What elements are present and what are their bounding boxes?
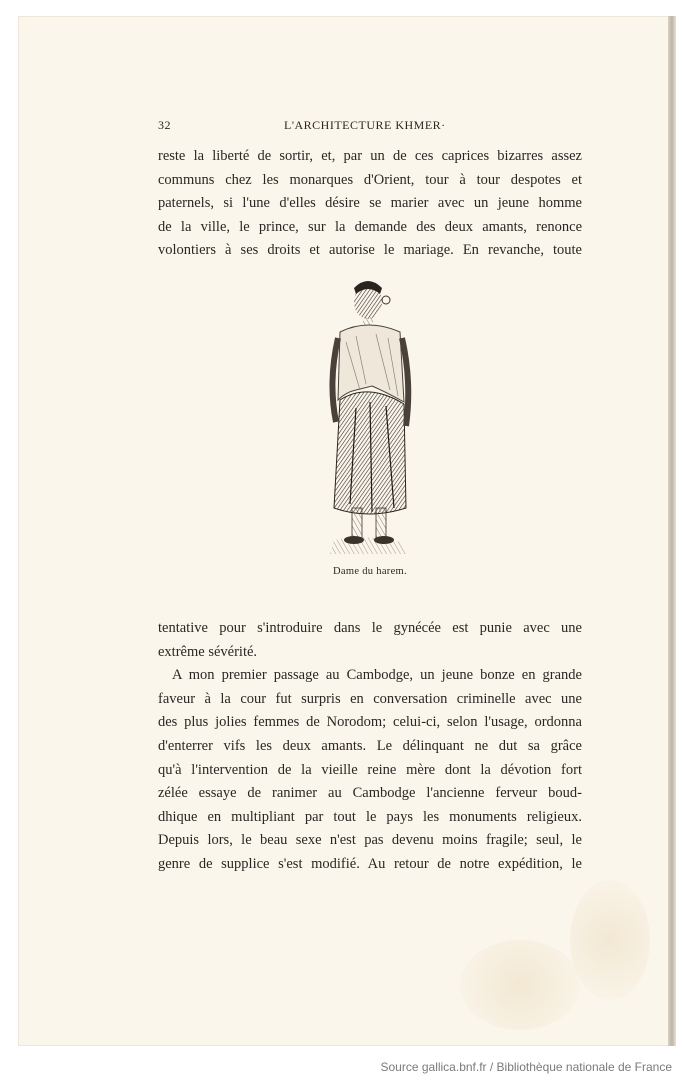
text-line: zélée essaye de ranimer au Cambodge l'ancienne ferveur boud- [158, 785, 582, 802]
paper-stain [460, 940, 580, 1030]
paragraph-top [158, 145, 582, 263]
text-line: Depuis lors, le beau sexe n'est pas devenu moins fragile; seul, le [158, 832, 582, 849]
figure-caption: Dame du harem. [333, 566, 407, 577]
paper-stain [570, 880, 650, 1000]
text-line: volontiers à ses droits et autorise le mariage. En revanche, toute [158, 242, 582, 259]
text-line: dhique en multipliant par tout le pays les monuments religieux. [158, 808, 582, 825]
text-line: paternels, si l'une d'elles désire se marier avec un jeune homme [158, 195, 582, 212]
engraving-figure [316, 272, 416, 556]
text-line: reste la liberté de sortir, et, par un de ces caprices bizarres assez [158, 148, 582, 164]
page-spine-edge [668, 16, 676, 1046]
page-number: 32 [158, 118, 171, 132]
text-line: d'enterrer vifs les deux amants. Le délinquant ne dut sa grâce [158, 737, 582, 754]
text-line: des plus jolies femmes de Norodom; celui-ci, selon l'usage, ordonna [158, 714, 582, 731]
paragraph-bottom [158, 617, 582, 877]
text-line: de la ville, le prince, sur la demande des deux amants, renonce [158, 218, 582, 235]
text-line: tentative pour s'introduire dans le gynécée est punie avec une [158, 620, 582, 636]
source-credit: Source gallica.bnf.fr / Bibliothèque nationale de France [380, 1060, 672, 1074]
text-line: qu'à l'intervention de la vieille reine mère dont la dévotion fort [158, 761, 582, 778]
text-line: communs chez les monarques d'Orient, tour à tour despotes et [158, 171, 582, 188]
text-line: genre de supplice s'est modifié. Au retour de notre expédition, le [158, 855, 582, 872]
text-line: A mon premier passage au Cambodge, un jeune bonze en grande [172, 667, 582, 684]
text-line: faveur à la cour fut surpris en conversation criminelle avec une [158, 690, 582, 707]
text-line: extrême sévérité. [158, 643, 258, 660]
running-title: L'ARCHITECTURE KHMER· [284, 118, 446, 132]
engraving-illustration [316, 272, 416, 556]
page-header [158, 118, 582, 134]
